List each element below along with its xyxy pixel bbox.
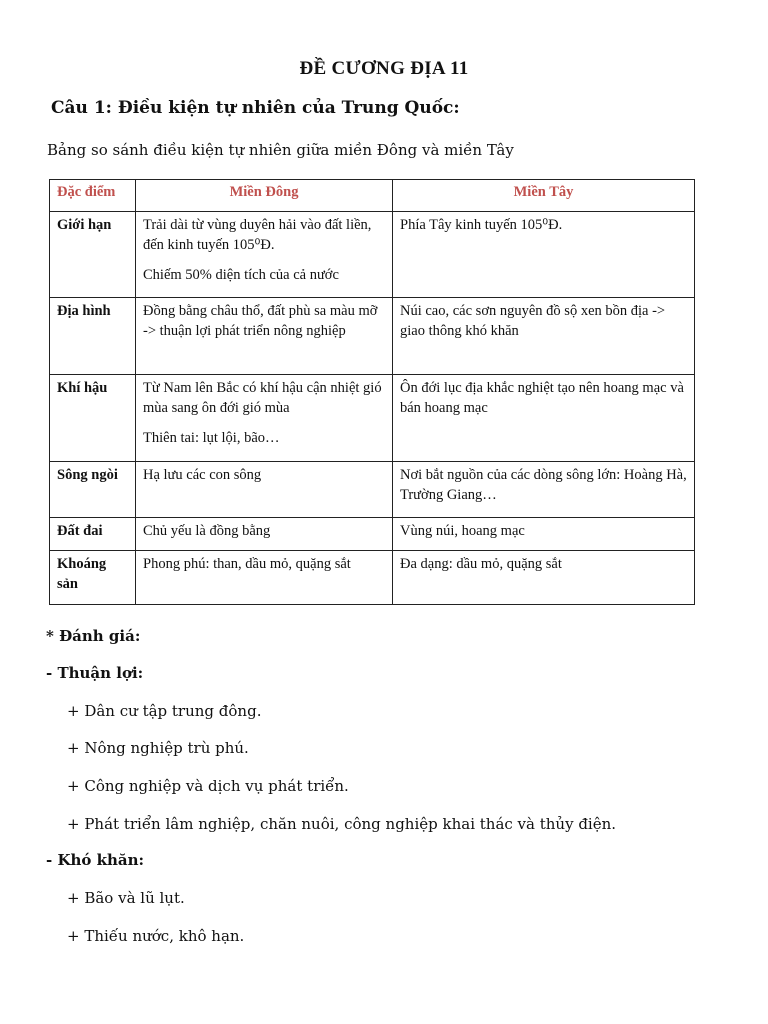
header-east: Miền Đông	[136, 180, 393, 212]
row-feature: Giới hạn	[50, 212, 136, 298]
cell-east	[136, 518, 393, 551]
cell-west	[393, 212, 695, 298]
document-title: ĐỀ CƯƠNG ĐỊA 11	[299, 58, 469, 79]
comparison-table	[49, 179, 695, 605]
header-west: Miền Tây	[393, 180, 695, 212]
table-row	[50, 551, 695, 605]
cell-east	[136, 375, 393, 462]
cell-text: Phong phú: than, dầu mỏ, quặng sắt	[143, 556, 351, 572]
header-feature: Đặc điểm	[50, 180, 136, 212]
cell-text: Nơi bắt nguồn của các dòng sông lớn: Hoàng Hà, Trường Giang…	[400, 467, 687, 503]
question-heading: Câu 1: Điều kiện tự nhiên của Trung Quốc:	[51, 98, 460, 118]
cell-east	[136, 212, 393, 298]
row-feature: Sông ngòi	[50, 462, 136, 518]
table-row	[50, 212, 695, 298]
table-row	[50, 375, 695, 462]
cell-text: Đồng bằng châu thổ, đất phù sa màu mỡ -> thuận lợi phát triển nông nghiệp	[143, 303, 378, 339]
cell-west	[393, 375, 695, 462]
list-item: + Phát triển lâm nghiệp, chăn nuôi, công nghiệp khai thác và thủy điện.	[67, 815, 617, 833]
list-item: + Dân cư tập trung đông.	[67, 702, 262, 720]
cell-east	[136, 298, 393, 375]
list-item: + Bão và lũ lụt.	[67, 889, 185, 907]
cell-text: Thiên tai: lụt lội, bão…	[143, 430, 280, 446]
row-feature: Khoáng sản	[50, 551, 136, 605]
cell-text: Ôn đới lục địa khắc nghiệt tạo nên hoang mạc và bán hoang mạc	[400, 380, 684, 416]
row-feature: Đất đai	[50, 518, 136, 551]
cell-text: Núi cao, các sơn nguyên đồ sộ xen bồn địa -> giao thông khó khăn	[400, 303, 666, 339]
list-item: + Công nghiệp và dịch vụ phát triển.	[67, 777, 349, 795]
list-item: + Thiếu nước, khô hạn.	[67, 927, 245, 945]
difficulties-heading: - Khó khăn:	[46, 851, 145, 869]
cell-text: Chiếm 50% diện tích của cả nước	[143, 267, 339, 283]
cell-west	[393, 298, 695, 375]
cell-text: Trải dài từ vùng duyên hải vào đất liền, đến kinh tuyến 105⁰Đ.	[143, 217, 372, 253]
evaluation-heading: * Đánh giá:	[46, 627, 141, 645]
cell-text: Hạ lưu các con sông	[143, 467, 262, 483]
table-row	[50, 462, 695, 518]
table-intro: Bảng so sánh điều kiện tự nhiên giữa miền Đông và miền Tây	[47, 141, 514, 159]
cell-text: Đa dạng: dầu mỏ, quặng sắt	[400, 556, 562, 572]
advantages-heading: - Thuận lợi:	[46, 664, 144, 682]
list-item: + Nông nghiệp trù phú.	[67, 739, 249, 757]
cell-east	[136, 462, 393, 518]
cell-text: Từ Nam lên Bắc có khí hậu cận nhiệt gió mùa sang ôn đới gió mùa	[143, 380, 382, 416]
table-row	[50, 518, 695, 551]
cell-text: Vùng núi, hoang mạc	[400, 523, 525, 539]
cell-west	[393, 551, 695, 605]
table-row	[50, 298, 695, 375]
cell-text: Phía Tây kinh tuyến 105⁰Đ.	[400, 217, 563, 233]
cell-east	[136, 551, 393, 605]
cell-text: Chủ yếu là đồng bằng	[143, 523, 271, 539]
table-header-row	[50, 180, 695, 212]
row-feature: Địa hình	[50, 298, 136, 375]
row-feature: Khí hậu	[50, 375, 136, 462]
cell-west	[393, 518, 695, 551]
cell-west	[393, 462, 695, 518]
